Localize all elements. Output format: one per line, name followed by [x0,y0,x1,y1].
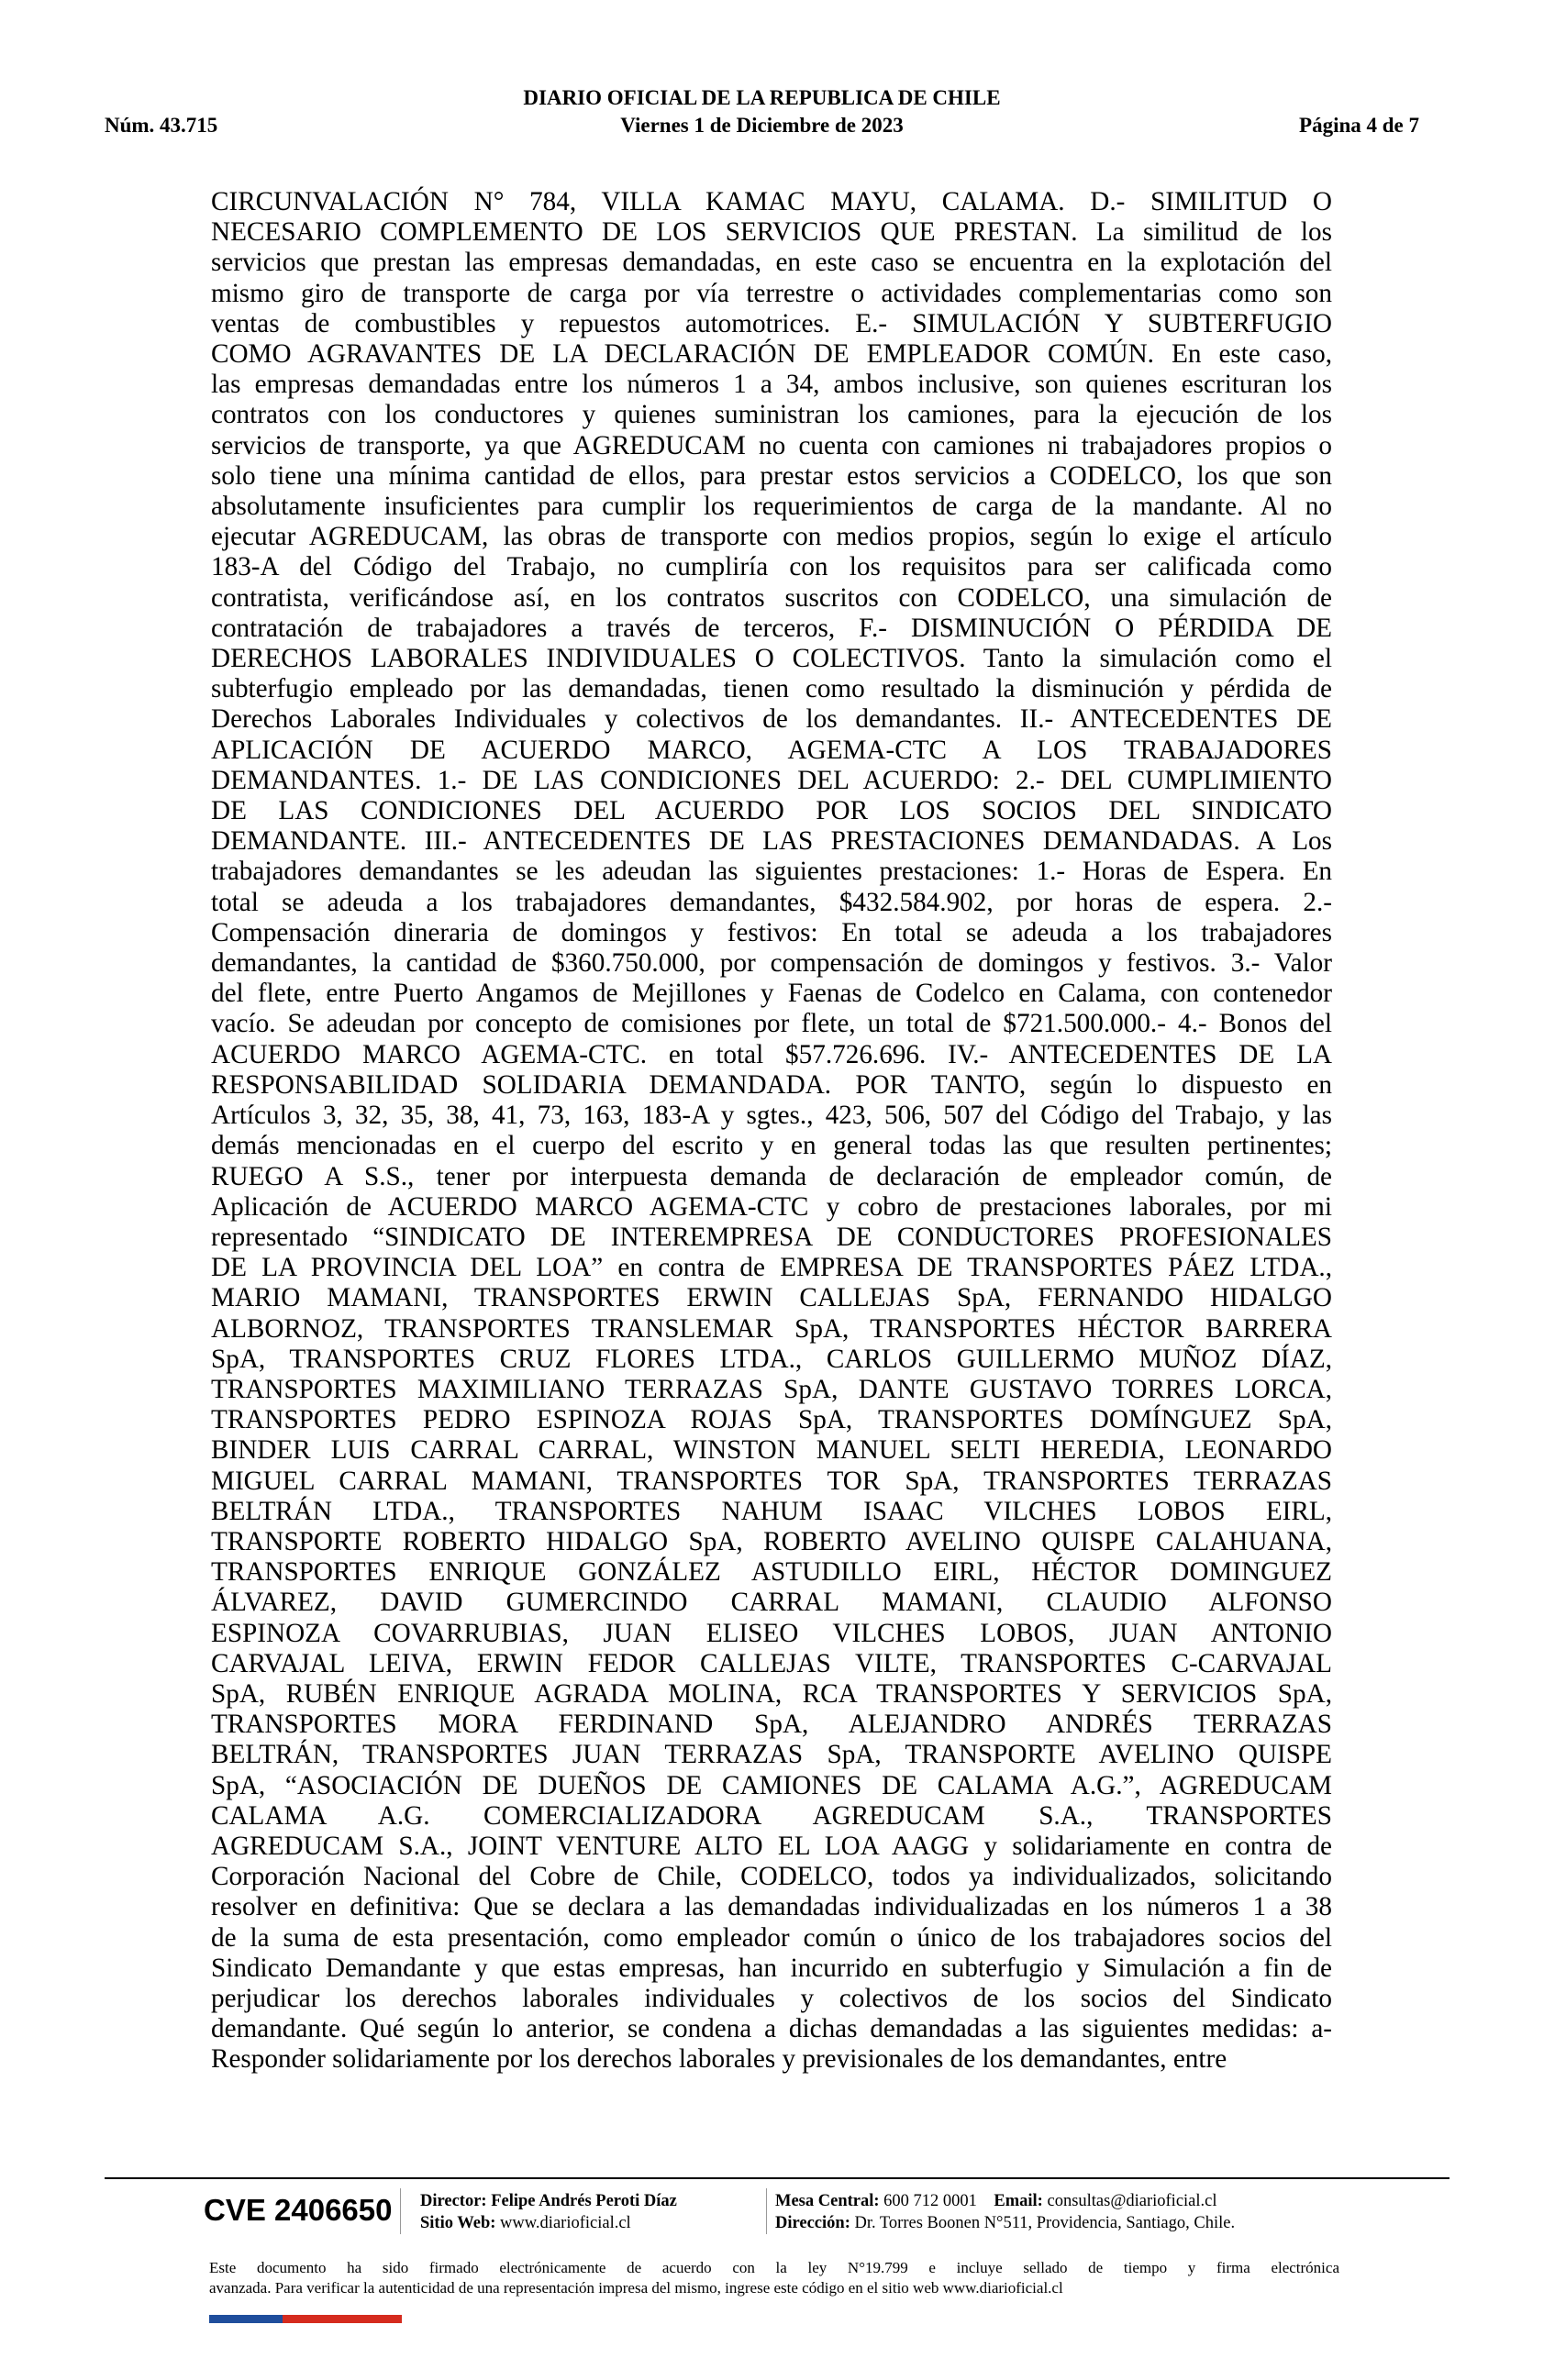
flag-blue-segment [209,2315,283,2323]
body-line: 183-A del Código del Trabajo, no cumpliría con los requisitos para ser calificada como [211,552,1332,582]
body-line: BELTRÁN, TRANSPORTES JUAN TERRAZAS SpA, TRANSPORTE AVELINO QUISPE [211,1740,1332,1770]
body-line: DE LA PROVINCIA DEL LOA” en contra de EMPRESA DE TRANSPORTES PÁEZ LTDA., [211,1253,1332,1283]
footer-contact-block [775,2190,1235,2234]
body-line: DEMANDANTE. III.- ANTECEDENTES DE LAS PRESTACIONES DEMANDADAS. A Los [211,826,1332,857]
body-line: SpA, “ASOCIACIÓN DE DUEÑOS DE CAMIONES DE CALAMA A.G.”, AGREDUCAM [211,1770,1332,1800]
issue-date: Viernes 1 de Diciembre de 2023 [620,114,904,137]
body-line: Derechos Laborales Individuales y colectivos de los demandantes. II.- ANTECEDENTES DE [211,704,1332,735]
flag-red-segment [283,2315,402,2323]
body-line: de la suma de esta presentación, como empleador común o único de los trabajadores socios del [211,1922,1332,1953]
address-value: Dr. Torres Boonen N°511, Providencia, Santiago, Chile. [854,2214,1236,2232]
body-line: Compensación dineraria de domingos y festivos: En total se adeuda a los trabajadores [211,917,1332,947]
page-footer [183,2186,1376,2238]
body-line: total se adeuda a los trabajadores demandantes, $432.584.902, por horas de espera. 2.- [211,887,1332,917]
body-line: BINDER LUIS CARRAL CARRAL, WINSTON MANUEL SELTI HEREDIA, LEONARDO [211,1435,1332,1466]
body-line: servicios que prestan las empresas demandadas, en este caso se encuentra en la explotación del [211,248,1332,278]
body-line: COMO AGRAVANTES DE LA DECLARACIÓN DE EMPLEADOR COMÚN. En este caso, [211,339,1332,370]
body-line: ejecutar AGREDUCAM, las obras de transporte con medios propios, según lo exige el artículo [211,522,1332,552]
body-line: vacío. Se adeudan por concepto de comisiones por flete, un total de $721.500.000.- 4.- Bonos del [211,1009,1332,1039]
page-number: Página 4 de 7 [1299,114,1419,137]
body-line: TRANSPORTES ENRIQUE GONZÁLEZ ASTUDILLO EIRL, HÉCTOR DOMINGUEZ [211,1557,1332,1588]
body-line: SpA, TRANSPORTES CRUZ FLORES LTDA., CARLOS GUILLERMO MUÑOZ DÍAZ, [211,1344,1332,1374]
body-line: solo tiene una mínima cantidad de ellos, para prestar estos servicios a CODELCO, los que son [211,460,1332,491]
footer-director-block [420,2190,677,2234]
body-line: Corporación Nacional del Cobre de Chile, CODELCO, todos ya individualizados, solicitando [211,1862,1332,1892]
body-line: contratista, verificándose así, en los contratos suscritos con CODELCO, una simulación de [211,582,1332,613]
body-line: contratación de trabajadores a través de terceros, F.- DISMINUCIÓN O PÉRDIDA DE [211,613,1332,643]
body-line: las empresas demandadas entre los números 1 a 34, ambos inclusive, son quienes escrituran los [211,370,1332,400]
body-line: contratos con los conductores y quienes suministran los camiones, para la ejecución de los [211,400,1332,430]
email-link[interactable]: consultas@diarioficial.cl [1047,2192,1217,2210]
director-name: Felipe Andrés Peroti Díaz [491,2192,677,2210]
body-line: trabajadores demandantes se les adeudan las siguientes prestaciones: 1.- Horas de Espera. En [211,857,1332,887]
email-label: Email: [994,2192,1043,2210]
body-line: MARIO MAMANI, TRANSPORTES ERWIN CALLEJAS SpA, FERNANDO HIDALGO [211,1283,1332,1313]
body-line: ÁLVAREZ, DAVID GUMERCINDO CARRAL MAMANI, CLAUDIO ALFONSO [211,1588,1332,1618]
chile-flag-stripe [209,2315,402,2323]
body-line: CIRCUNVALACIÓN N° 784, VILLA KAMAC MAYU, CALAMA. D.- SIMILITUD O [211,187,1332,216]
page-header [105,84,1419,149]
footer-separator [400,2188,401,2234]
body-line: TRANSPORTE ROBERTO HIDALGO SpA, ROBERTO AVELINO QUISPE CALAHUANA, [211,1526,1332,1556]
body-line: demandantes, la cantidad de $360.750.000, por compensación de domingos y festivos. 3.- Valor [211,948,1332,979]
body-line: DE LAS CONDICIONES DEL ACUERDO POR LOS SOCIOS DEL SINDICATO [211,796,1332,826]
body-line: servicios de transporte, ya que AGREDUCAM no cuenta con camiones ni trabajadores propios o [211,430,1332,460]
body-line: del flete, entre Puerto Angamos de Mejillones y Faenas de Codelco en Calama, con contenedor [211,979,1332,1009]
footer-note-line: avanzada. Para verificar la autenticidad de una representación impresa del mismo, ingrese este código en el sitio web www.diarioficial.cl [209,2279,1063,2297]
footer-divider [105,2177,1449,2179]
body-line: perjudicar los derechos laborales individuales y colectivos de los socios del Sindicato [211,1983,1332,2013]
body-line: TRANSPORTES MAXIMILIANO TERRAZAS SpA, DANTE GUSTAVO TORRES LORCA, [211,1374,1332,1404]
director-label: Director: [420,2192,487,2210]
body-line: demás mencionadas en el cuerpo del escrito y en general todas las que resulten pertinentes; [211,1131,1332,1161]
body-line: SpA, RUBÉN ENRIQUE AGRADA MOLINA, RCA TRANSPORTES Y SERVICIOS SpA, [211,1678,1332,1709]
body-line: ALBORNOZ, TRANSPORTES TRANSLEMAR SpA, TRANSPORTES HÉCTOR BARRERA [211,1313,1332,1344]
body-line: Responder solidariamente por los derechos laborales y previsionales de los demandantes, entre [211,2044,1227,2075]
body-line: demandante. Qué según lo anterior, se condena a dichas demandadas a las siguientes medidas: a- [211,2014,1332,2044]
body-line: NECESARIO COMPLEMENTO DE LOS SERVICIOS QUE PRESTAN. La similitud de los [211,217,1332,248]
electronic-signature-note [209,2258,1339,2298]
body-line: DEMANDANTES. 1.- DE LAS CONDICIONES DEL ACUERDO: 2.- DEL CUMPLIMIENTO [211,765,1332,795]
website-label: Sitio Web: [420,2214,496,2232]
phone-number: 600 712 0001 [883,2192,977,2210]
body-line: AGREDUCAM S.A., JOINT VENTURE ALTO EL LOA AAGG y solidariamente en contra de [211,1831,1332,1861]
cve-code[interactable]: CVE 2406650 [204,2193,393,2227]
footer-note-line: Este documento ha sido firmado electrónicamente de acuerdo con la ley N°19.799 e incluye sellado de tiempo y firma electrónica [209,2259,1339,2276]
body-line: Aplicación de ACUERDO MARCO AGEMA-CTC y cobro de prestaciones laborales, por mi [211,1191,1332,1222]
gazette-title [105,84,1419,139]
body-line: RUEGO A S.S., tener por interpuesta demanda de declaración de empleador común, de [211,1161,1332,1191]
body-line: TRANSPORTES PEDRO ESPINOZA ROJAS SpA, TRANSPORTES DOMÍNGUEZ SpA, [211,1405,1332,1435]
body-line: ACUERDO MARCO AGEMA-CTC. en total $57.726.696. IV.- ANTECEDENTES DE LA [211,1039,1332,1069]
address-label: Dirección: [775,2214,850,2232]
body-line: ESPINOZA COVARRUBIAS, JUAN ELISEO VILCHES LOBOS, JUAN ANTONIO [211,1618,1332,1648]
phone-label: Mesa Central: [775,2192,880,2210]
document-body [211,187,1332,2076]
body-line: APLICACIÓN DE ACUERDO MARCO, AGEMA-CTC A LOS TRABAJADORES [211,735,1332,765]
body-line: representado “SINDICATO DE INTEREMPRESA DE CONDUCTORES PROFESIONALES [211,1222,1332,1252]
issue-number: Núm. 43.715 [105,114,218,137]
body-line: resolver en definitiva: Que se declara a las demandadas individualizadas en los números 1 a 38 [211,1892,1332,1922]
website-link[interactable]: www.diarioficial.cl [500,2214,631,2232]
body-line: absolutamente insuficientes para cumplir los requerimientos de carga de la mandante. Al no [211,492,1332,522]
body-line: RESPONSABILIDAD SOLIDARIA DEMANDADA. POR TANTO, según lo dispuesto en [211,1069,1332,1100]
body-line: subterfugio empleado por las demandadas, tienen como resultado la disminución y pérdida de [211,674,1332,704]
gazette-name: DIARIO OFICIAL DE LA REPUBLICA DE CHILE [523,86,1001,109]
body-line: mismo giro de transporte de carga por vía terrestre o actividades complementarias como son [211,278,1332,308]
body-line: ventas de combustibles y repuestos automotrices. E.- SIMULACIÓN Y SUBTERFUGIO [211,308,1332,338]
body-line: CALAMA A.G. COMERCIALIZADORA AGREDUCAM S.A., TRANSPORTES [211,1800,1332,1831]
body-line: BELTRÁN LTDA., TRANSPORTES NAHUM ISAAC VILCHES LOBOS EIRL, [211,1496,1332,1526]
body-line: Artículos 3, 32, 35, 38, 41, 73, 163, 183-A y sgtes., 423, 506, 507 del Código del Trabajo, y las [211,1101,1332,1131]
body-line: Sindicato Demandante y que estas empresas, han incurrido en subterfugio y Simulación a fin de [211,1953,1332,1983]
body-line: DERECHOS LABORALES INDIVIDUALES O COLECTIVOS. Tanto la simulación como el [211,644,1332,674]
body-line: CARVAJAL LEIVA, ERWIN FEDOR CALLEJAS VILTE, TRANSPORTES C-CARVAJAL [211,1648,1332,1678]
body-line: MIGUEL CARRAL MAMANI, TRANSPORTES TOR SpA, TRANSPORTES TERRAZAS [211,1466,1332,1496]
body-line: TRANSPORTES MORA FERDINAND SpA, ALEJANDRO ANDRÉS TERRAZAS [211,1710,1332,1740]
footer-separator [766,2188,767,2234]
